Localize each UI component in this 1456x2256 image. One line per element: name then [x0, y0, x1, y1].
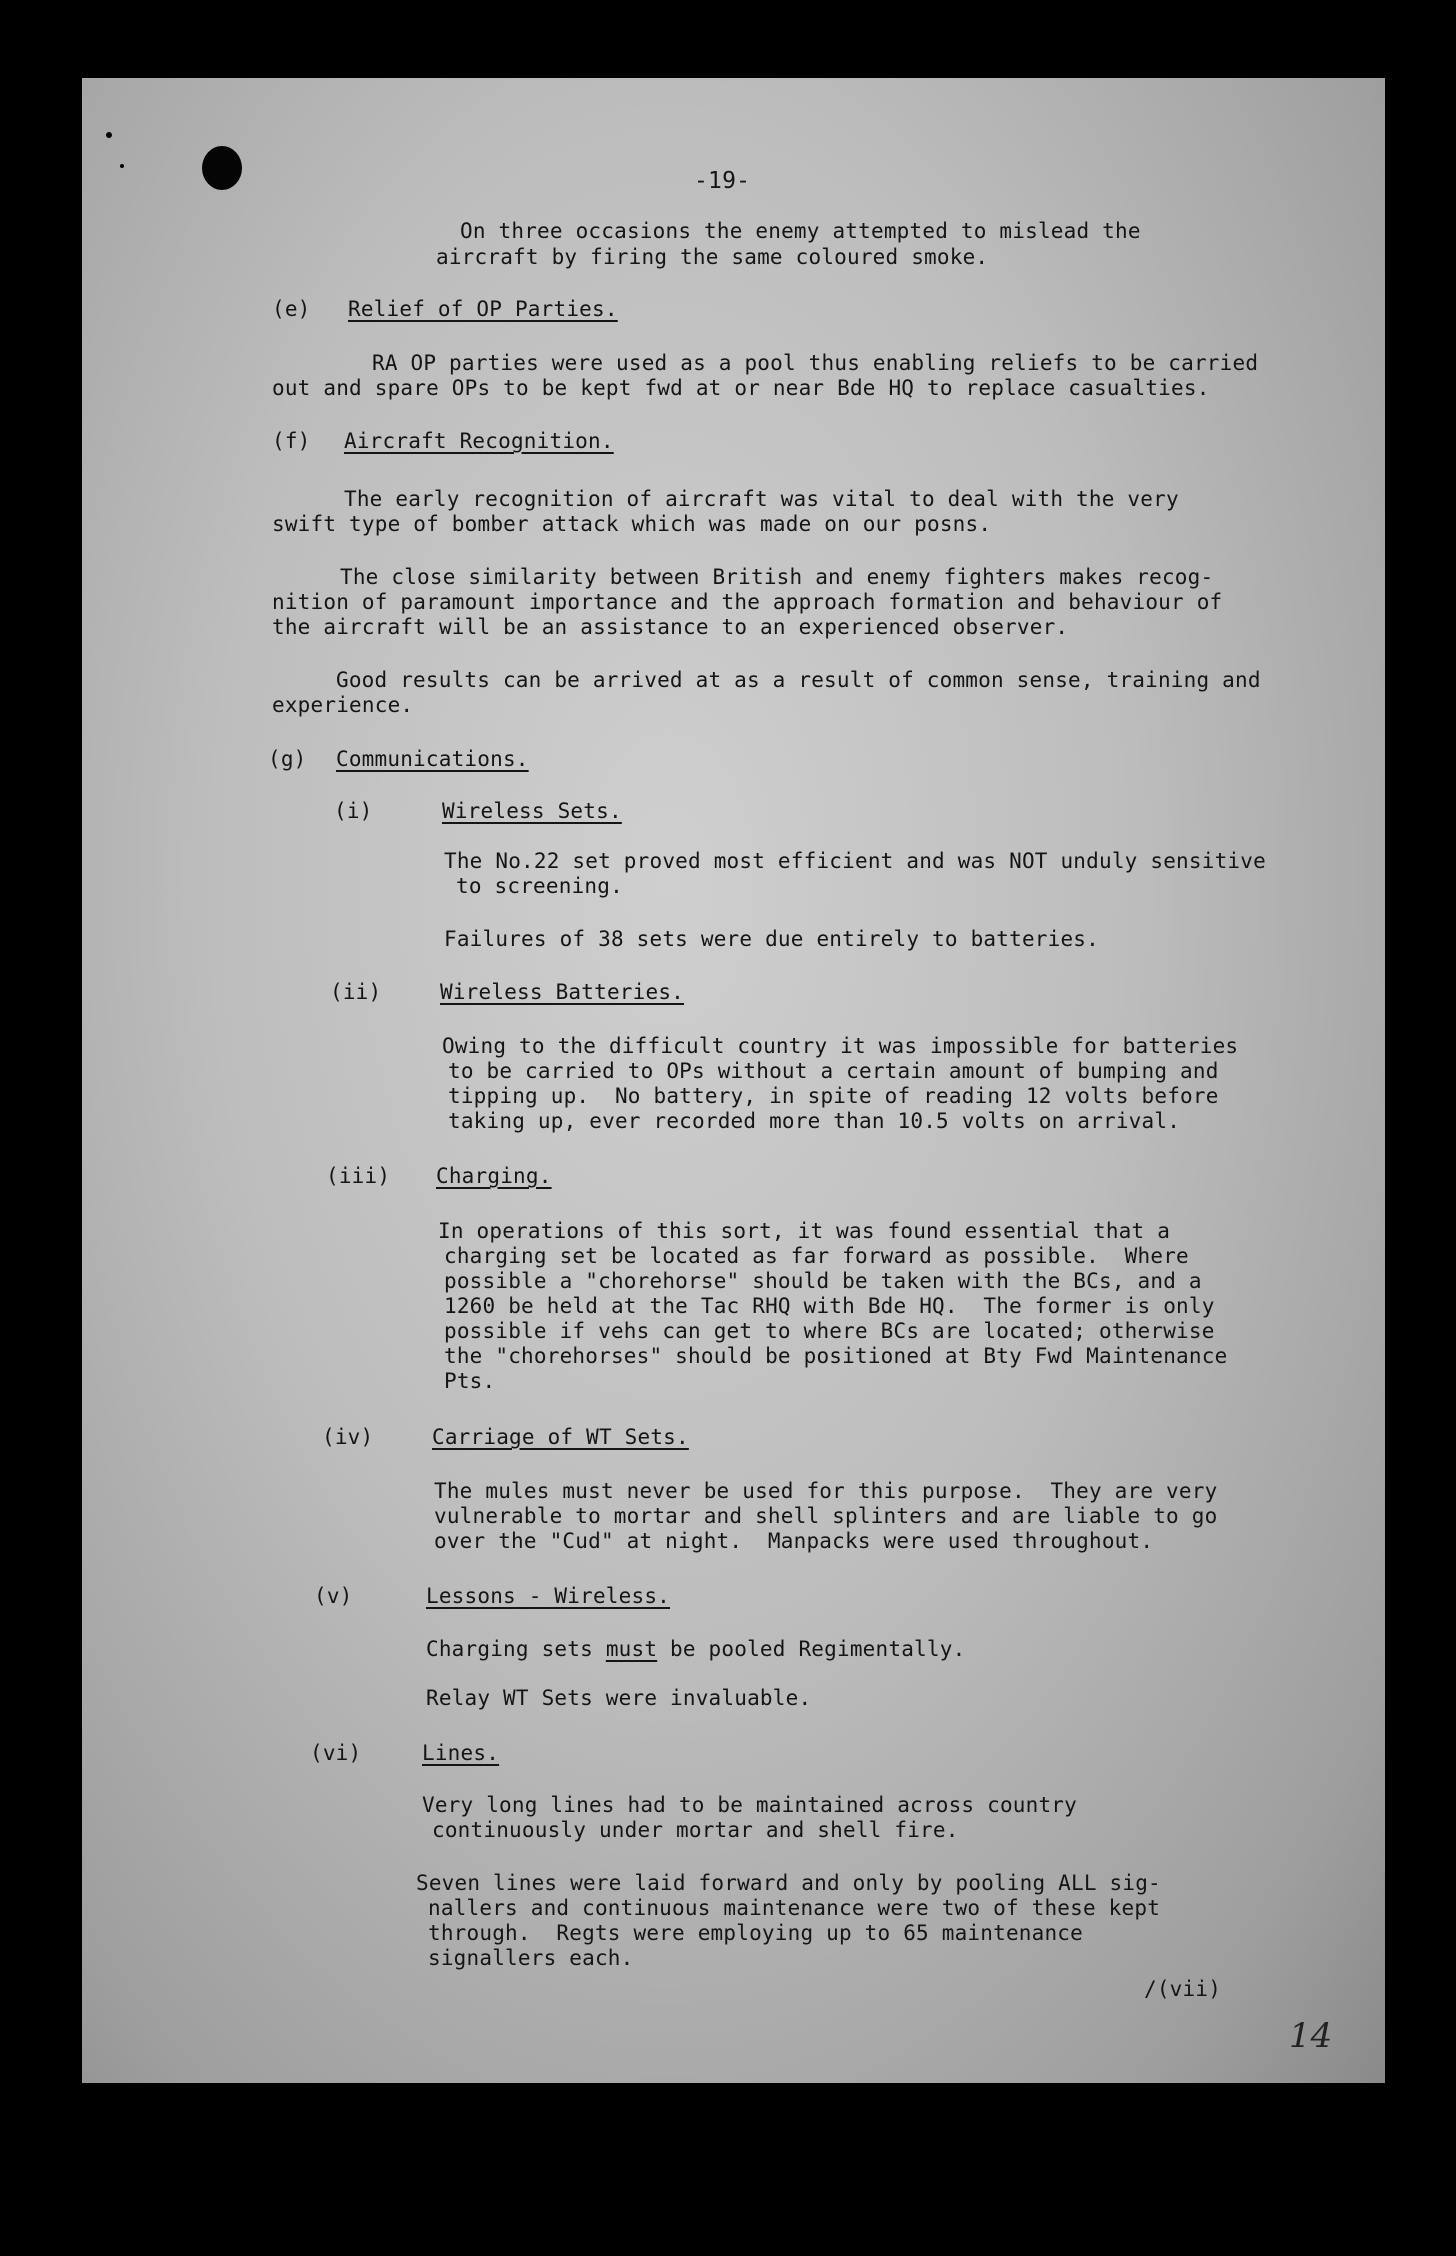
continuation-marker: /(vii)	[1144, 1977, 1222, 2001]
sub-vi-para2-line: through. Regts were employing up to 65 maintenance	[428, 1921, 1083, 1945]
section-g-title: Communications.	[336, 747, 529, 771]
sub-iv-para-line: vulnerable to mortar and shell splinters and are liable to go	[434, 1504, 1218, 1528]
section-f-title: Aircraft Recognition.	[344, 429, 614, 453]
sub-i-para1-line: The No.22 set proved most efficient and was NOT unduly sensitive	[444, 849, 1266, 873]
sub-iv-title: Carriage of WT Sets.	[432, 1425, 689, 1449]
sub-i-title: Wireless Sets.	[442, 799, 622, 823]
sub-iv-para-line: over the "Cud" at night. Manpacks were used throughout.	[434, 1529, 1154, 1553]
speck	[120, 164, 124, 168]
sub-iii-title: Charging.	[436, 1164, 552, 1188]
intro-line-2: aircraft by firing the same coloured smoke.	[436, 245, 989, 269]
sub-v-para1-pre: Charging sets	[426, 1637, 606, 1661]
section-e-para-line: RA OP parties were used as a pool thus enabling reliefs to be carried	[372, 351, 1259, 375]
sub-iii-para-line: possible a "chorehorse" should be taken with the BCs, and a	[444, 1269, 1202, 1293]
sub-v-title: Lessons - Wireless.	[426, 1584, 671, 1608]
section-f-para2-line: the aircraft will be an assistance to an experienced observer.	[272, 615, 1069, 639]
sub-iii-para-line: possible if vehs can get to where BCs are located; otherwise	[444, 1319, 1215, 1343]
sub-ii-para-line: taking up, ever recorded more than 10.5 volts on arrival.	[448, 1109, 1181, 1133]
intro-line-1: On three occasions the enemy attempted to mislead the	[460, 219, 1141, 243]
section-f-para1-line: swift type of bomber attack which was made on our posns.	[272, 512, 992, 536]
punch-hole	[202, 146, 242, 190]
sub-ii-para-line: to be carried to OPs without a certain amount of bumping and	[448, 1059, 1219, 1083]
section-f-label: (f)	[272, 429, 311, 453]
sub-iii-para-line: charging set be located as far forward as possible. Where	[444, 1244, 1189, 1268]
sub-iii-para-line: 1260 be held at the Tac RHQ with Bde HQ. The former is only	[444, 1294, 1215, 1318]
document-page	[82, 78, 1385, 2083]
section-g-label: (g)	[268, 747, 307, 771]
sub-v-para1-post: be pooled Regimentally.	[657, 1637, 966, 1661]
section-f-para1-line: The early recognition of aircraft was vital to deal with the very	[344, 487, 1179, 511]
sub-iii-para-line: Pts.	[444, 1369, 496, 1393]
sub-vi-para1-line: continuously under mortar and shell fire.	[432, 1818, 959, 1842]
section-e-title: Relief of OP Parties.	[348, 297, 618, 321]
sub-iv-para-line: The mules must never be used for this purpose. They are very	[434, 1479, 1218, 1503]
sub-i-para1-line: to screening.	[456, 874, 623, 898]
sub-iii-para-line: In operations of this sort, it was found essential that a	[438, 1219, 1171, 1243]
sub-v-label: (v)	[314, 1584, 353, 1608]
sub-v-para2: Relay WT Sets were invaluable.	[426, 1686, 812, 1710]
sub-ii-label: (ii)	[330, 980, 382, 1004]
sub-vi-label: (vi)	[310, 1741, 362, 1765]
section-f-para3-line: Good results can be arrived at as a result of common sense, training and	[336, 668, 1261, 692]
section-f-para2-line: nition of paramount importance and the approach formation and behaviour of	[272, 590, 1223, 614]
page-number: -19-	[694, 168, 751, 194]
sub-v-para1-emphasis: must	[605, 1637, 658, 1661]
sub-v-para1	[426, 1636, 965, 1662]
section-e-label: (e)	[272, 297, 311, 321]
sub-vi-para1-line: Very long lines had to be maintained across country	[422, 1793, 1077, 1817]
sub-vi-para2-line: signallers each.	[428, 1946, 634, 1970]
section-f-para2-line: The close similarity between British and enemy fighters makes recog-	[340, 565, 1214, 589]
sub-ii-para-line: Owing to the difficult country it was impossible for batteries	[442, 1034, 1239, 1058]
sub-vi-para2-line: Seven lines were laid forward and only by pooling ALL sig-	[416, 1871, 1161, 1895]
sub-iii-label: (iii)	[326, 1164, 391, 1188]
sub-i-para2-line: Failures of 38 sets were due entirely to batteries.	[444, 927, 1099, 951]
section-e-para-line: out and spare OPs to be kept fwd at or near Bde HQ to replace casualties.	[272, 376, 1210, 400]
sub-vi-title: Lines.	[422, 1741, 500, 1765]
speck	[106, 132, 112, 138]
folio-number: 14	[1289, 2016, 1333, 2056]
sub-ii-para-line: tipping up. No battery, in spite of reading 12 volts before	[448, 1084, 1219, 1108]
sub-iii-para-line: the "chorehorses" should be positioned at Bty Fwd Maintenance	[444, 1344, 1228, 1368]
sub-iv-label: (iv)	[322, 1425, 374, 1449]
sub-ii-title: Wireless Batteries.	[440, 980, 685, 1004]
section-f-para3-line: experience.	[272, 693, 414, 717]
sub-i-label: (i)	[334, 799, 373, 823]
sub-vi-para2-line: nallers and continuous maintenance were two of these kept	[428, 1896, 1161, 1920]
